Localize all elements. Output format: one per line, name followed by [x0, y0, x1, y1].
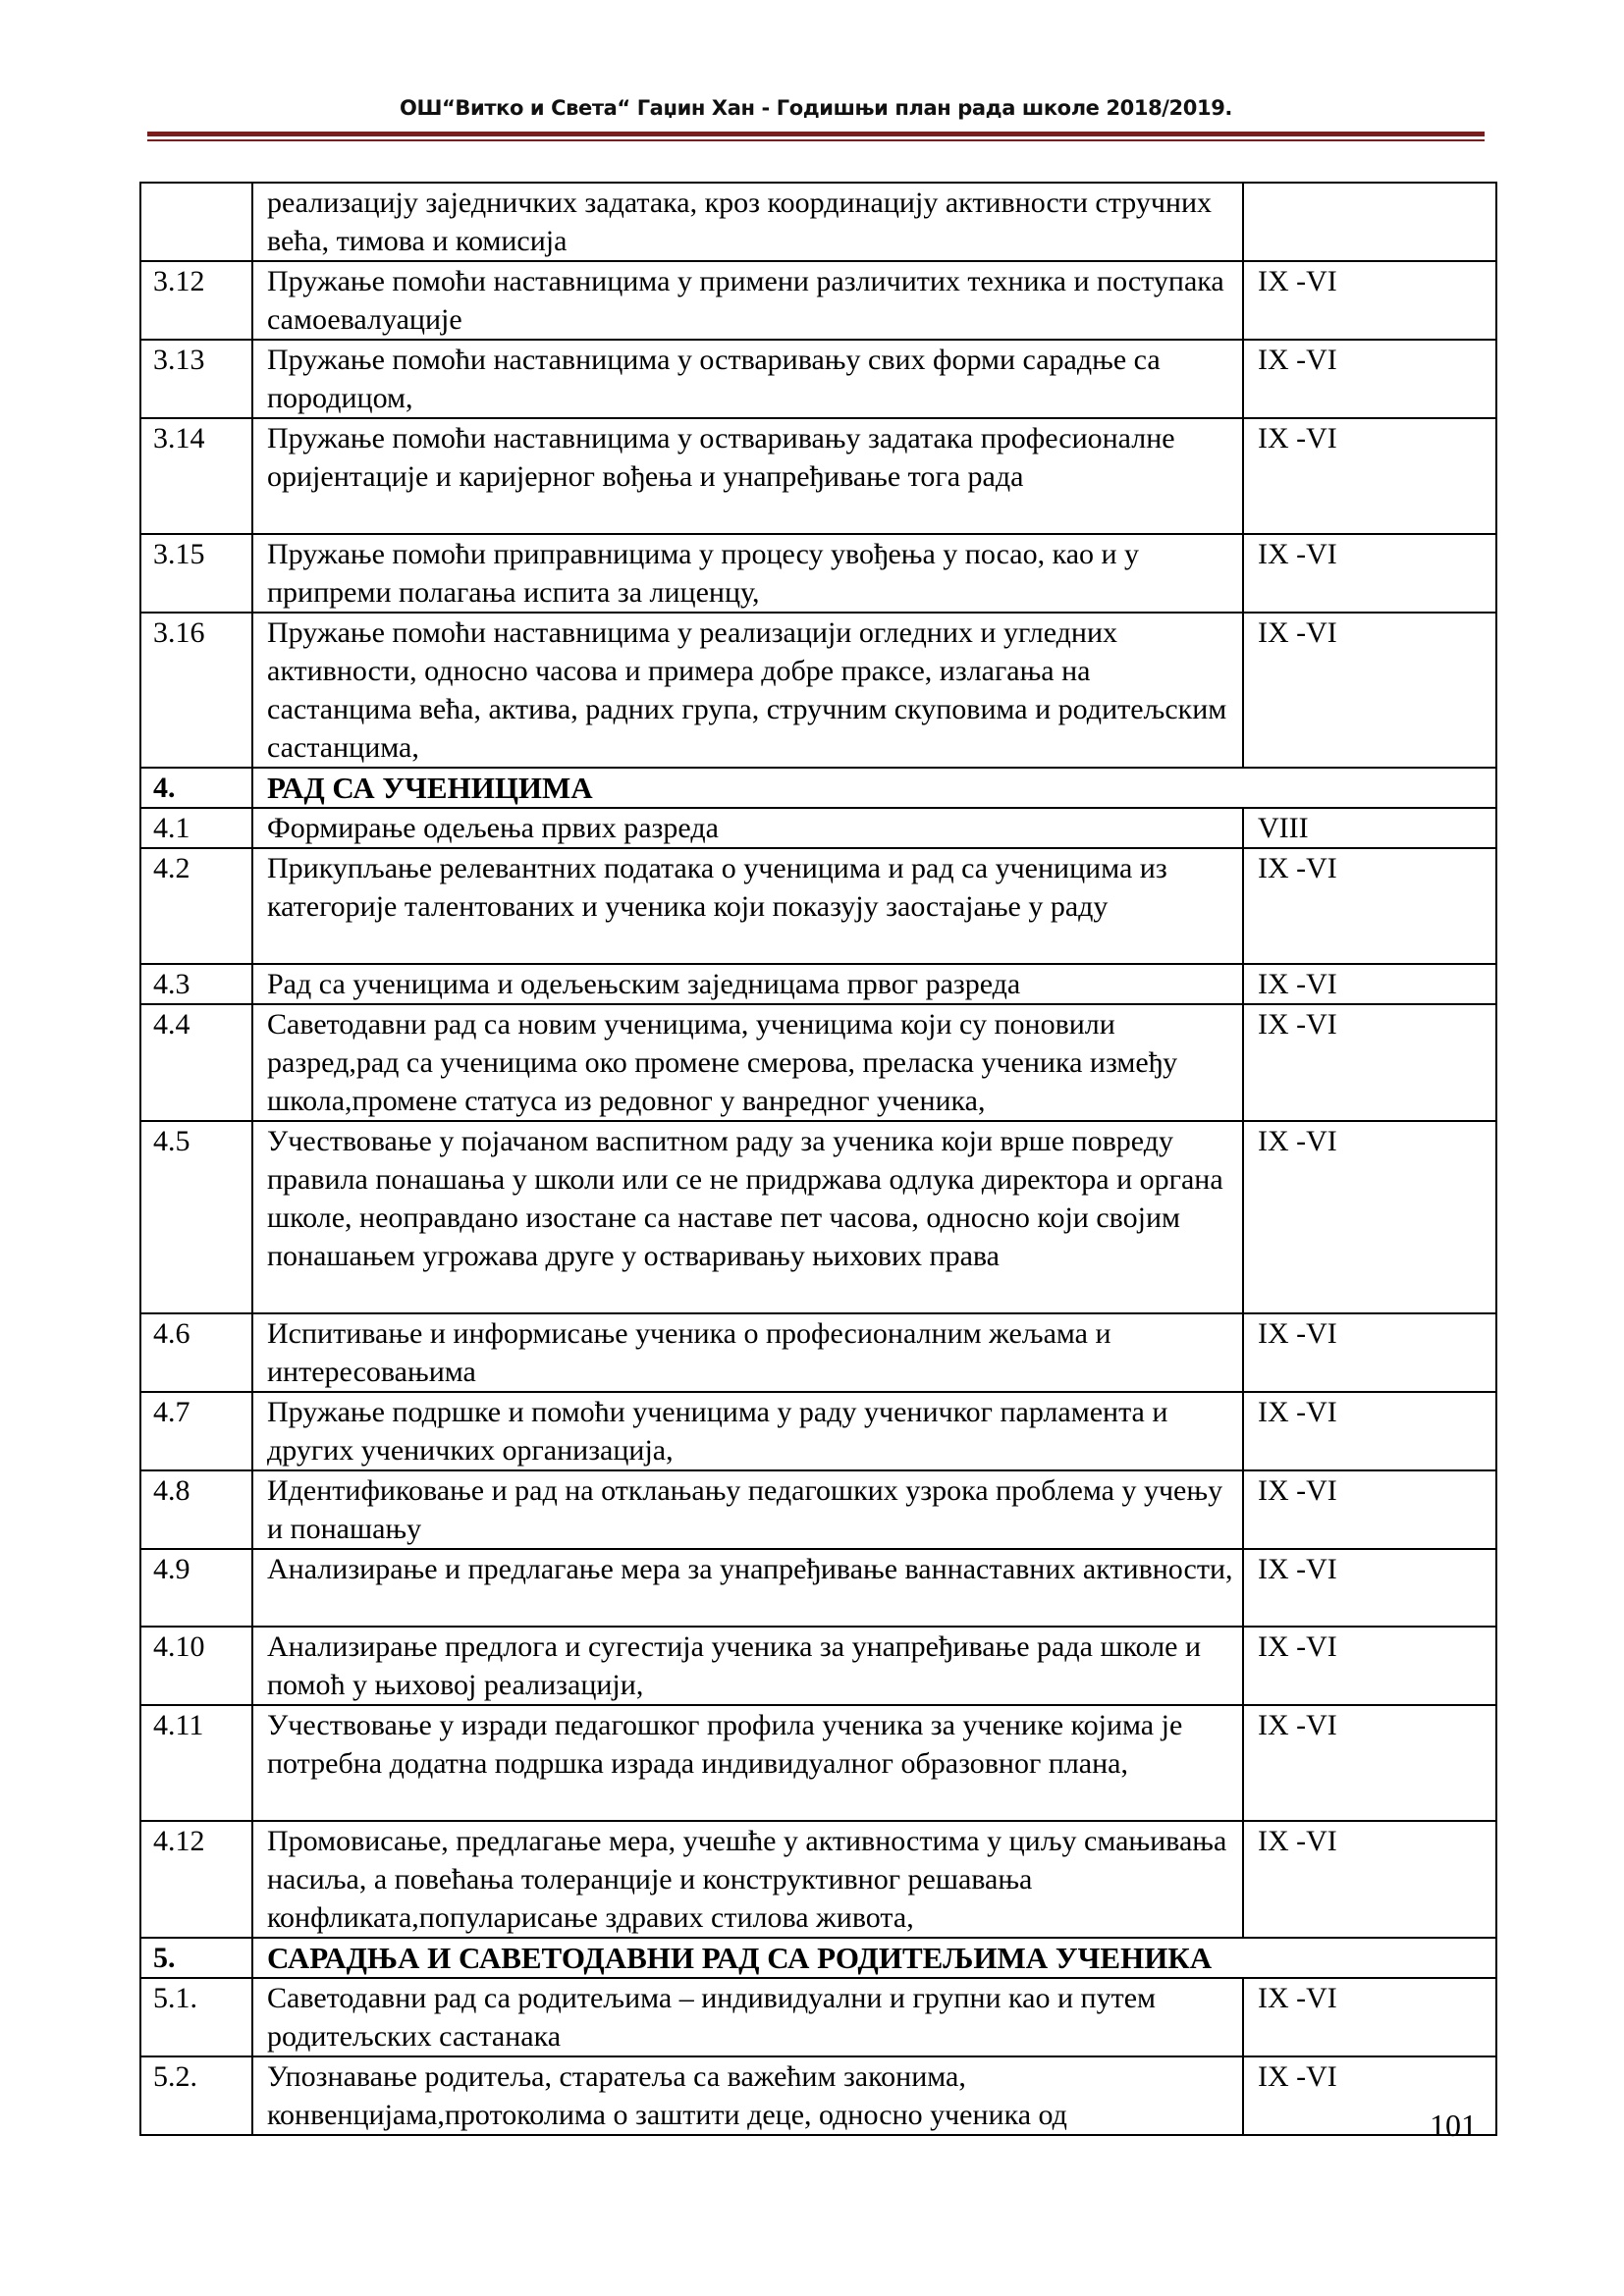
row-activity: Идентификовање и рад на отклањању педагошких узрока проблема у учењу и понашању — [252, 1470, 1243, 1549]
row-activity: Саветодавни рад са новим ученицима, ученицима који су поновили разред,рад са ученицима око промене смерова, преласка ученика између школа,промене статуса из редовног у ванредног ученика, — [252, 1004, 1243, 1121]
table-row — [140, 848, 1496, 964]
row-number: 4.4 — [140, 1004, 252, 1121]
table-row — [140, 1313, 1496, 1392]
row-number: 4.10 — [140, 1627, 252, 1705]
table-row — [140, 1627, 1496, 1705]
row-number: 3.16 — [140, 613, 252, 768]
header-rule-thin — [147, 139, 1485, 141]
table-row — [140, 2056, 1496, 2135]
table-row — [140, 183, 1496, 261]
row-number: 4.5 — [140, 1121, 252, 1313]
row-number: 3.12 — [140, 261, 252, 340]
row-activity: Саветодавни рад са родитељима – индивидуални и групни као и путем родитељских састанака — [252, 1978, 1243, 2056]
table-row — [140, 1392, 1496, 1470]
row-number: 5.2. — [140, 2056, 252, 2135]
row-term: IX -VI — [1243, 1978, 1496, 2056]
row-activity: Прикупљање релевантних података о ученицима и рад са ученицима из категорије талентованих и ученика који показују заостајање у раду — [252, 848, 1243, 964]
row-number: 4.3 — [140, 964, 252, 1004]
row-activity: Пружање помоћи наставницима у примени различитих техника и поступака самоевалуације — [252, 261, 1243, 340]
row-activity: Пружање помоћи наставницима у остваривању задатака професионалне оријентације и каријерног вођења и унапређивање тога рада — [252, 418, 1243, 534]
row-number — [140, 183, 252, 261]
page-header-title: ОШ“Витко и Света“ Гаџин Хан - Годишњи план рада школе 2018/2019. — [400, 96, 1232, 120]
row-number: 3.13 — [140, 340, 252, 418]
table-row — [140, 964, 1496, 1004]
table-row — [140, 1705, 1496, 1821]
table-row — [140, 1004, 1496, 1121]
row-activity: Упознавање родитеља, старатеља са важећим законима, конвенцијама,протоколима о заштити деце, односно ученика од — [252, 2056, 1243, 2135]
row-term: IX -VI — [1243, 1705, 1496, 1821]
row-term: IX -VI — [1243, 1821, 1496, 1938]
row-term — [1243, 183, 1496, 261]
work-plan-table — [139, 182, 1497, 2136]
row-number: 4.2 — [140, 848, 252, 964]
row-activity: Рад са ученицима и одељењским заједницама првог разреда — [252, 964, 1243, 1004]
row-number: 4.11 — [140, 1705, 252, 1821]
row-term: VIII — [1243, 808, 1496, 848]
table-row — [140, 613, 1496, 768]
row-term: IX -VI — [1243, 848, 1496, 964]
row-term: IX -VI — [1243, 1004, 1496, 1121]
row-activity: Анализирање предлога и сугестија ученика за унапређивање рада школе и помоћ у њиховој реализацији, — [252, 1627, 1243, 1705]
table-row — [140, 1121, 1496, 1313]
row-term: IX -VI — [1243, 534, 1496, 613]
row-term: IX -VI — [1243, 340, 1496, 418]
row-activity: Учествовање у изради педагошког профила ученика за ученике којима је потребна додатна подршка израда индивидуалног образовног плана, — [252, 1705, 1243, 1821]
row-number: 4.1 — [140, 808, 252, 848]
table-row — [140, 418, 1496, 534]
row-term: IX -VI — [1243, 1121, 1496, 1313]
row-term: IX -VI — [1243, 261, 1496, 340]
row-number: 5.1. — [140, 1978, 252, 2056]
table-row — [140, 1821, 1496, 1938]
section-header-row — [140, 768, 1496, 808]
row-activity: Испитивање и информисање ученика о професионалним жељама и интересовањима — [252, 1313, 1243, 1392]
table-row — [140, 808, 1496, 848]
row-number: 4.6 — [140, 1313, 252, 1392]
header-rule-thick — [147, 132, 1485, 136]
section-number: 4. — [140, 768, 252, 808]
row-term: IX -VI — [1243, 964, 1496, 1004]
row-number: 4.8 — [140, 1470, 252, 1549]
row-term: IX -VI — [1243, 1627, 1496, 1705]
row-activity: Пружање подршке и помоћи ученицима у раду ученичког парламента и других ученичких организација, — [252, 1392, 1243, 1470]
table-row — [140, 1549, 1496, 1627]
section-header-row — [140, 1938, 1496, 1978]
page-number: 101 — [1430, 2108, 1477, 2143]
row-term: IX -VI — [1243, 418, 1496, 534]
row-activity: Формирање одељења првих разреда — [252, 808, 1243, 848]
row-activity: Пружање помоћи приправницима у процесу увођења у посао, као и у припреми полагања испита за лиценцу, — [252, 534, 1243, 613]
table-row — [140, 1978, 1496, 2056]
row-term: IX -VI — [1243, 1549, 1496, 1627]
row-number: 4.12 — [140, 1821, 252, 1938]
table-row — [140, 261, 1496, 340]
row-number: 4.9 — [140, 1549, 252, 1627]
row-activity: реализацију заједничких задатака, кроз координацију активности стручних већа, тимова и комисија — [252, 183, 1243, 261]
row-activity: Пружање помоћи наставницима у остваривању свих форми сарадње са породицом, — [252, 340, 1243, 418]
row-number: 3.14 — [140, 418, 252, 534]
row-activity: Анализирање и предлагање мера за унапређивање ваннаставних активности, — [252, 1549, 1243, 1627]
row-number: 3.15 — [140, 534, 252, 613]
row-term: IX -VI — [1243, 613, 1496, 768]
row-term: IX -VI — [1243, 1313, 1496, 1392]
section-title: САРАДЊА И САВЕТОДАВНИ РАД СА РОДИТЕЉИМА УЧЕНИКА — [252, 1938, 1496, 1978]
row-term: IX -VI — [1243, 1392, 1496, 1470]
row-activity: Пружање помоћи наставницима у реализацији огледних и угледних активности, односно часова и примера добре праксе, излагања на састанцима већа, актива, радних група, стручним скуповима и родитељским састанцима, — [252, 613, 1243, 768]
row-term: IX -VI — [1243, 2056, 1496, 2135]
section-number: 5. — [140, 1938, 252, 1978]
row-activity: Учествовање у појачаном васпитном раду за ученика који врше повреду правила понашања у школи или се не придржава одлука директора и органа школе, неоправдано изостане са наставе пет часова, односно који својим понашањем угрожава друге у остваривању њихових права — [252, 1121, 1243, 1313]
row-term: IX -VI — [1243, 1470, 1496, 1549]
table-row — [140, 534, 1496, 613]
section-title: РАД СА УЧЕНИЦИМА — [252, 768, 1496, 808]
table-row — [140, 1470, 1496, 1549]
row-activity: Промовисање, предлагање мера, учешће у активностима у циљу смањивања насиља, а повећања толеранције и конструктивног решавања конфликата,популарисање здравих стилова живота, — [252, 1821, 1243, 1938]
table-row — [140, 340, 1496, 418]
row-number: 4.7 — [140, 1392, 252, 1470]
